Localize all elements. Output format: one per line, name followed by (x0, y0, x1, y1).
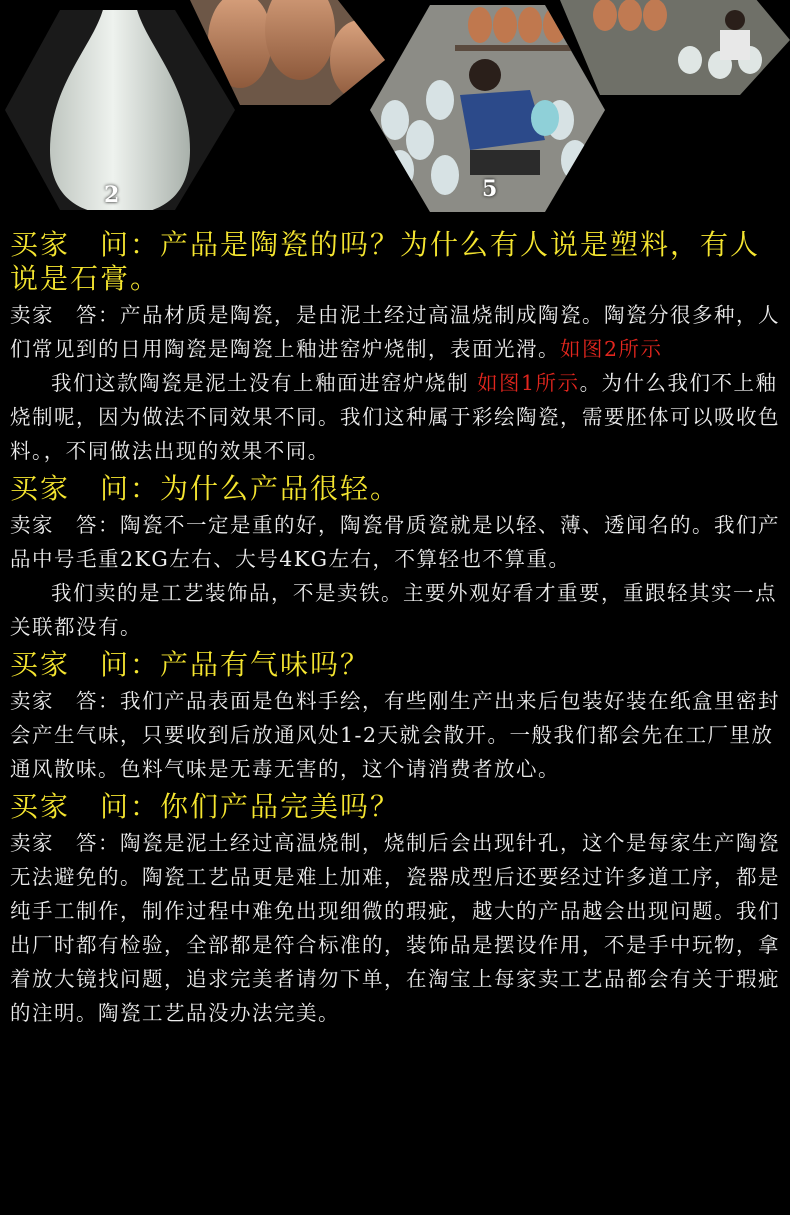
faq-answer-1 (10, 298, 782, 366)
answer-text: 我们这款陶瓷是泥土没有上釉面进窑炉烧制 (51, 371, 478, 395)
faq-answer-2: 卖家 答：陶瓷不一定是重的好，陶瓷骨质瓷就是以轻、薄、透闻名的。我们产品中号毛重2KG左右、大号4KG左右，不算轻也不算重。 (10, 513, 780, 571)
faq-answer-1-paragraph-2 (10, 366, 782, 468)
faq-question-1: 买家 问：产品是陶瓷的吗？为什么有人说是塑料，有人说是石膏。 (10, 228, 761, 295)
faq-answer-2-paragraph-2: 我们卖的是工艺装饰品，不是卖铁。主要外观好看才重要，重跟轻其实一点关联都没有。 (10, 581, 777, 639)
faq-question-2: 买家 问：为什么产品很轻。 (10, 472, 401, 505)
tile-label-2: 2 (104, 182, 120, 208)
faq-question-3: 买家 问：产品有气味吗？ (10, 648, 371, 681)
faq-question-4: 买家 问：你们产品完美吗？ (10, 790, 401, 823)
photo-white-vase (0, 0, 240, 220)
faq-answer-4: 卖家 答：陶瓷是泥土经过高温烧制，烧制后会出现针孔，这个是每家生产陶瓷无法避免的。陶瓷工艺品更是难上加难，瓷器成型后还要经过许多道工序，都是纯手工制作，制作过程中难免出现细微的瑕疵，越大的产品越会出现问题。我们出厂时都有检验，全部都是符合标准的，装饰品是摆设作用，不是手中玩物，拿着放大镜找问题，追求完美者请勿下单，在淘宝上每家卖工艺品都会有关于瑕疵的注明。陶瓷工艺品没办法完美。 (10, 831, 780, 1025)
faq-answer-3: 卖家 答：我们产品表面是色料手绘，有些刚生产出来后包装好装在纸盒里密封会产生气味，只要收到后放通风处1-2天就会散开。一般我们都会先在工厂里放通风散味。色料气味是无毒无害的，这个请消费者放心。 (10, 689, 780, 781)
faq-content (10, 228, 782, 1030)
tile-label-5: 5 (482, 176, 498, 202)
answer-text: 。为什么我们不上釉烧制呢，因为做法不同效果不同。我们这种属于彩绘陶瓷，需要胚体可以吸收色料。，不同做法出现的效果不同。 (10, 371, 780, 463)
hero-collage (0, 0, 790, 225)
answer-text: 卖家 答：产品材质是陶瓷，是由泥土经过高温烧制成陶瓷。陶瓷分很多种，人们常见到的日用陶瓷是陶瓷上釉进窑炉烧制，表面光滑。 (10, 303, 780, 361)
figure-reference: 如图1所示 (477, 371, 580, 395)
figure-reference: 如图2所示 (560, 337, 663, 361)
